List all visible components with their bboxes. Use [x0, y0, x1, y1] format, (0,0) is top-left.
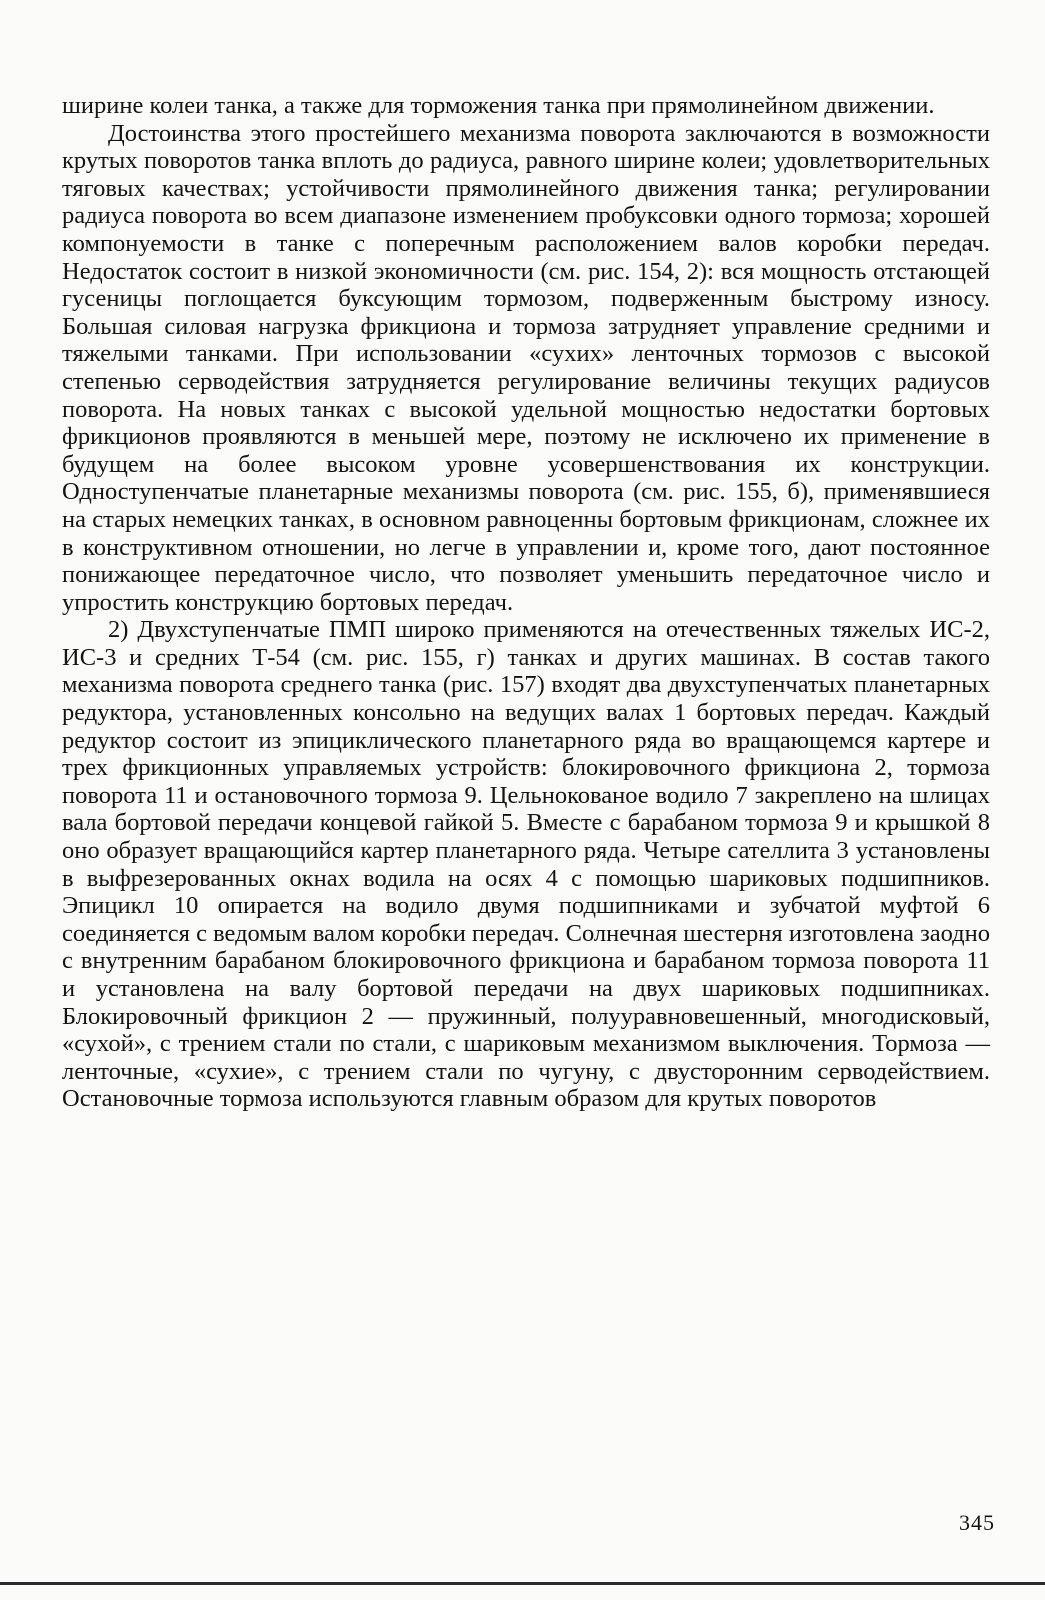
scan-edge-line: [0, 1582, 1045, 1585]
paragraph-continuation: ширине колеи танка, а также для торможения танка при прямолинейном движении.: [62, 92, 935, 119]
body-text: [62, 92, 990, 1113]
paragraph-advantages: Достоинства этого простейшего механизма поворота заключаются в возможности крутых поворотов танка вплоть до радиуса, равного ширине колеи; удовлетворительных тяговых качествах; устойчивости прямолинейного движения танка; регулировании радиуса поворота во всем диапазоне изменением пробуксовки одного тормоза; хорошей компонуемости в танке с поперечным расположением валов коробки передач. Недостаток состоит в низкой экономичности (см. рис. 154, 2): вся мощность отстающей гусеницы поглощается буксующим тормозом, подверженным быстрому износу. Большая силовая нагрузка фрикциона и тормоза затрудняет управление средними и тяжелыми танками. При использовании «сухих» ленточных тормозов с высокой степенью серводействия затрудняется регулирование величины текущих радиусов поворота. На новых танках с высокой удельной мощностью недостатки бортовых фрикционов проявляются в меньшей мере, поэтому не исключено их применение в будущем на более высоком уровне усовершенствования их конструкции. Одноступенчатые планетарные механизмы поворота (см. рис. 155, б), применявшиеся на старых немецких танках, в основном равноценны бортовым фрикционам, сложнее их в конструктивном отношении, но легче в управлении и, кроме того, дают постоянное понижающее передаточное число, что позволяет уменьшить передаточное число и упростить конструкцию бортовых передач.: [62, 119, 990, 616]
page-number: 345: [959, 1510, 995, 1535]
paragraph-two-stage-pmp: 2) Двухступенчатые ПМП широко применяются на отечественных тяжелых ИС-2, ИС-3 и средних Т-54 (см. рис. 155, г) танках и других машинах. В состав такого механизма поворота среднего танка (рис. 157) входят два двухступенчатых планетарных редуктора, установленных консольно на ведущих валах 1 бортовых передач. Каждый редуктор состоит из эпициклического планетарного ряда во вращающемся картере и трех фрикционных управляемых устройств: блокировочного фрикциона 2, тормоза поворота 11 и остановочного тормоза 9. Цельнокованое водило 7 закреплено на шлицах вала бортовой передачи концевой гайкой 5. Вместе с барабаном тормоза 9 и крышкой 8 оно образует вращающийся картер планетарного ряда. Четыре сателлита 3 установлены в выфрезерованных окнах водила на осях 4 с помощью шариковых подшипников. Эпицикл 10 опирается на водило двумя подшипниками и зубчатой муфтой 6 соединяется с ведомым валом коробки передач. Солнечная шестерня изготовлена заодно с внутренним барабаном блокировочного фрикциона и барабаном тормоза поворота 11 и установлена на валу бортовой передачи на двух шариковых подшипниках. Блокировочный фрикцион 2 — пружинный, полууравновешенный, многодисковый, «сухой», с трением стали по стали, с шариковым механизмом выключения. Тормоза — ленточные, «сухие», с трением стали по чугуну, с двусторонним серводействием. Остановочные тормоза используются главным образом для крутых поворотов: [62, 616, 990, 1113]
